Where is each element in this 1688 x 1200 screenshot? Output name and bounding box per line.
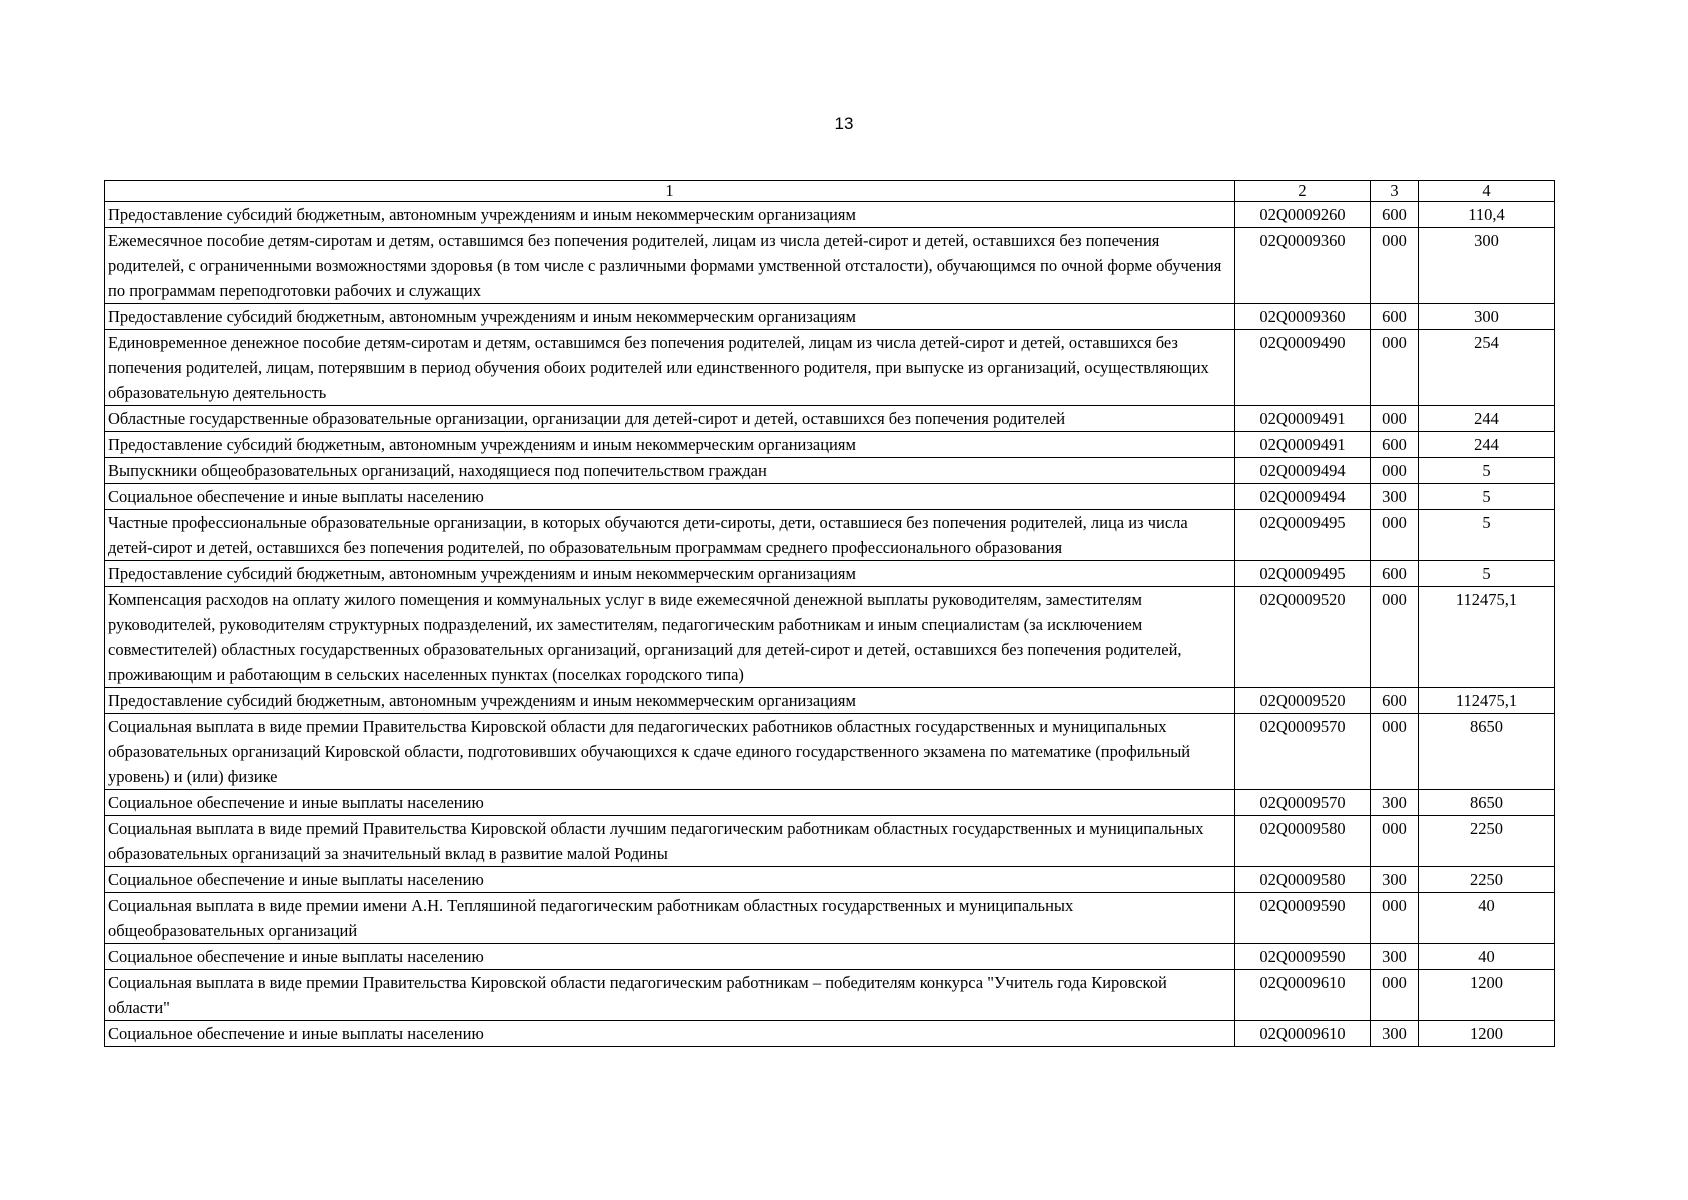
header-cell-kind: 3 [1371, 181, 1419, 202]
row-amount-cell: 2250 [1419, 867, 1555, 893]
row-name-cell: Предоставление субсидий бюджетным, автономным учреждениям и иным некоммерческим организациям [105, 304, 1235, 330]
row-code-cell: 02Q0009495 [1235, 561, 1371, 587]
page-number: 13 [834, 114, 854, 133]
table-row [105, 944, 1555, 970]
row-kind-cell: 000 [1371, 228, 1419, 304]
row-amount-cell: 244 [1419, 406, 1555, 432]
table-row [105, 688, 1555, 714]
table-row [105, 561, 1555, 587]
row-amount-cell: 1200 [1419, 970, 1555, 1021]
row-amount-cell: 40 [1419, 893, 1555, 944]
row-code-cell: 02Q0009360 [1235, 304, 1371, 330]
row-amount-cell: 5 [1419, 561, 1555, 587]
row-kind-cell: 600 [1371, 561, 1419, 587]
row-amount-cell: 254 [1419, 330, 1555, 406]
row-name-cell: Предоставление субсидий бюджетным, автономным учреждениям и иным некоммерческим организациям [105, 688, 1235, 714]
row-kind-cell: 000 [1371, 458, 1419, 484]
row-name-cell: Частные профессиональные образовательные организации, в которых обучаются дети-сироты, дети, оставшиеся без попечения родителей, лица из числа детей-сирот и детей, оставшихся без попечения родителей, по образовательным программам среднего профессионального образования [105, 510, 1235, 561]
row-code-cell: 02Q0009610 [1235, 1021, 1371, 1047]
row-code-cell: 02Q0009520 [1235, 587, 1371, 688]
row-name-cell: Единовременное денежное пособие детям-сиротам и детям, оставшимся без попечения родителей, лицам из числа детей-сирот и детей, оставшихся без попечения родителей, лицам, потерявшим в период обучения обоих родителей или единственного родителя, при выпуске из организаций, осуществляющих образовательную деятельность [105, 330, 1235, 406]
table-row [105, 228, 1555, 304]
row-name-cell: Ежемесячное пособие детям-сиротам и детям, оставшимся без попечения родителей, лицам из числа детей-сирот и детей, оставшихся без попечения родителей, с ограниченными возможностями здоровья (в том числе с различными формами умственной отсталости), обучающимся по очной форме обучения по программам переподготовки рабочих и служащих [105, 228, 1235, 304]
row-kind-cell: 000 [1371, 510, 1419, 561]
row-code-cell: 02Q0009360 [1235, 228, 1371, 304]
row-amount-cell: 112475,1 [1419, 587, 1555, 688]
row-code-cell: 02Q0009494 [1235, 484, 1371, 510]
table-row [105, 587, 1555, 688]
row-name-cell: Социальное обеспечение и иные выплаты населению [105, 790, 1235, 816]
table-row [105, 970, 1555, 1021]
row-kind-cell: 000 [1371, 714, 1419, 790]
row-amount-cell: 300 [1419, 304, 1555, 330]
row-amount-cell: 40 [1419, 944, 1555, 970]
row-kind-cell: 600 [1371, 202, 1419, 228]
table-row [105, 816, 1555, 867]
row-name-cell: Областные государственные образовательные организации, организации для детей-сирот и детей, оставшихся без попечения родителей [105, 406, 1235, 432]
row-kind-cell: 000 [1371, 970, 1419, 1021]
row-kind-cell: 600 [1371, 304, 1419, 330]
table-row [105, 406, 1555, 432]
row-code-cell: 02Q0009590 [1235, 944, 1371, 970]
header-cell-name: 1 [105, 181, 1235, 202]
row-code-cell: 02Q0009260 [1235, 202, 1371, 228]
table-row [105, 790, 1555, 816]
table-row [105, 202, 1555, 228]
row-amount-cell: 2250 [1419, 816, 1555, 867]
row-code-cell: 02Q0009570 [1235, 790, 1371, 816]
table-row [105, 458, 1555, 484]
row-name-cell: Социальная выплата в виде премий Правительства Кировской области лучшим педагогическим работникам областных государственных и муниципальных образовательных организаций за значительный вклад в развитие малой Родины [105, 816, 1235, 867]
table-header-row [105, 181, 1555, 202]
row-code-cell: 02Q0009580 [1235, 867, 1371, 893]
row-code-cell: 02Q0009491 [1235, 432, 1371, 458]
row-code-cell: 02Q0009590 [1235, 893, 1371, 944]
row-kind-cell: 300 [1371, 867, 1419, 893]
row-amount-cell: 1200 [1419, 1021, 1555, 1047]
row-name-cell: Выпускники общеобразовательных организаций, находящиеся под попечительством граждан [105, 458, 1235, 484]
row-code-cell: 02Q0009520 [1235, 688, 1371, 714]
row-amount-cell: 244 [1419, 432, 1555, 458]
row-kind-cell: 600 [1371, 432, 1419, 458]
row-code-cell: 02Q0009610 [1235, 970, 1371, 1021]
table-row [105, 484, 1555, 510]
table-row [105, 893, 1555, 944]
row-code-cell: 02Q0009490 [1235, 330, 1371, 406]
row-amount-cell: 300 [1419, 228, 1555, 304]
row-kind-cell: 600 [1371, 688, 1419, 714]
table-row [105, 304, 1555, 330]
row-name-cell: Социальная выплата в виде премии Правительства Кировской области для педагогических работников областных государственных и муниципальных образовательных организаций Кировской области, подготовивших обучающихся к сдаче единого государственного экзамена по математике (профильный уровень) и (или) физике [105, 714, 1235, 790]
row-kind-cell: 300 [1371, 944, 1419, 970]
row-name-cell: Социальное обеспечение и иные выплаты населению [105, 944, 1235, 970]
table-row [105, 432, 1555, 458]
row-amount-cell: 5 [1419, 510, 1555, 561]
row-amount-cell: 8650 [1419, 790, 1555, 816]
row-code-cell: 02Q0009495 [1235, 510, 1371, 561]
row-kind-cell: 300 [1371, 1021, 1419, 1047]
row-name-cell: Социальное обеспечение и иные выплаты населению [105, 867, 1235, 893]
row-name-cell: Предоставление субсидий бюджетным, автономным учреждениям и иным некоммерческим организациям [105, 202, 1235, 228]
row-name-cell: Предоставление субсидий бюджетным, автономным учреждениям и иным некоммерческим организациям [105, 561, 1235, 587]
budget-table [104, 180, 1555, 1047]
table-row [105, 867, 1555, 893]
row-kind-cell: 000 [1371, 587, 1419, 688]
row-amount-cell: 8650 [1419, 714, 1555, 790]
table-row [105, 1021, 1555, 1047]
row-amount-cell: 110,4 [1419, 202, 1555, 228]
row-name-cell: Социальная выплата в виде премии Правительства Кировской области педагогическим работникам – победителям конкурса "Учитель года Кировской области" [105, 970, 1235, 1021]
row-kind-cell: 000 [1371, 893, 1419, 944]
row-name-cell: Социальное обеспечение и иные выплаты населению [105, 1021, 1235, 1047]
row-kind-cell: 300 [1371, 790, 1419, 816]
row-kind-cell: 000 [1371, 816, 1419, 867]
row-code-cell: 02Q0009494 [1235, 458, 1371, 484]
row-name-cell: Компенсация расходов на оплату жилого помещения и коммунальных услуг в виде ежемесячной денежной выплаты руководителям, заместителям руководителей, руководителям структурных подразделений, их заместителям, педагогическим работникам и иным специалистам (за исключением совместителей) областных государственных образовательных организаций, организаций для детей-сирот и детей, оставшихся без попечения родителей, проживающим и работающим в сельских населенных пунктах (поселках городского типа) [105, 587, 1235, 688]
row-code-cell: 02Q0009491 [1235, 406, 1371, 432]
row-kind-cell: 300 [1371, 484, 1419, 510]
table-row [105, 510, 1555, 561]
row-code-cell: 02Q0009580 [1235, 816, 1371, 867]
row-name-cell: Предоставление субсидий бюджетным, автономным учреждениям и иным некоммерческим организациям [105, 432, 1235, 458]
row-kind-cell: 000 [1371, 330, 1419, 406]
table-row [105, 714, 1555, 790]
row-amount-cell: 5 [1419, 458, 1555, 484]
row-amount-cell: 5 [1419, 484, 1555, 510]
table-body [105, 181, 1555, 1047]
row-kind-cell: 000 [1371, 406, 1419, 432]
header-cell-code: 2 [1235, 181, 1371, 202]
row-name-cell: Социальная выплата в виде премии имени А.Н. Тепляшиной педагогическим работникам областных государственных и муниципальных общеобразовательных организаций [105, 893, 1235, 944]
row-amount-cell: 112475,1 [1419, 688, 1555, 714]
row-name-cell: Социальное обеспечение и иные выплаты населению [105, 484, 1235, 510]
header-cell-amount: 4 [1419, 181, 1555, 202]
table-row [105, 330, 1555, 406]
row-code-cell: 02Q0009570 [1235, 714, 1371, 790]
